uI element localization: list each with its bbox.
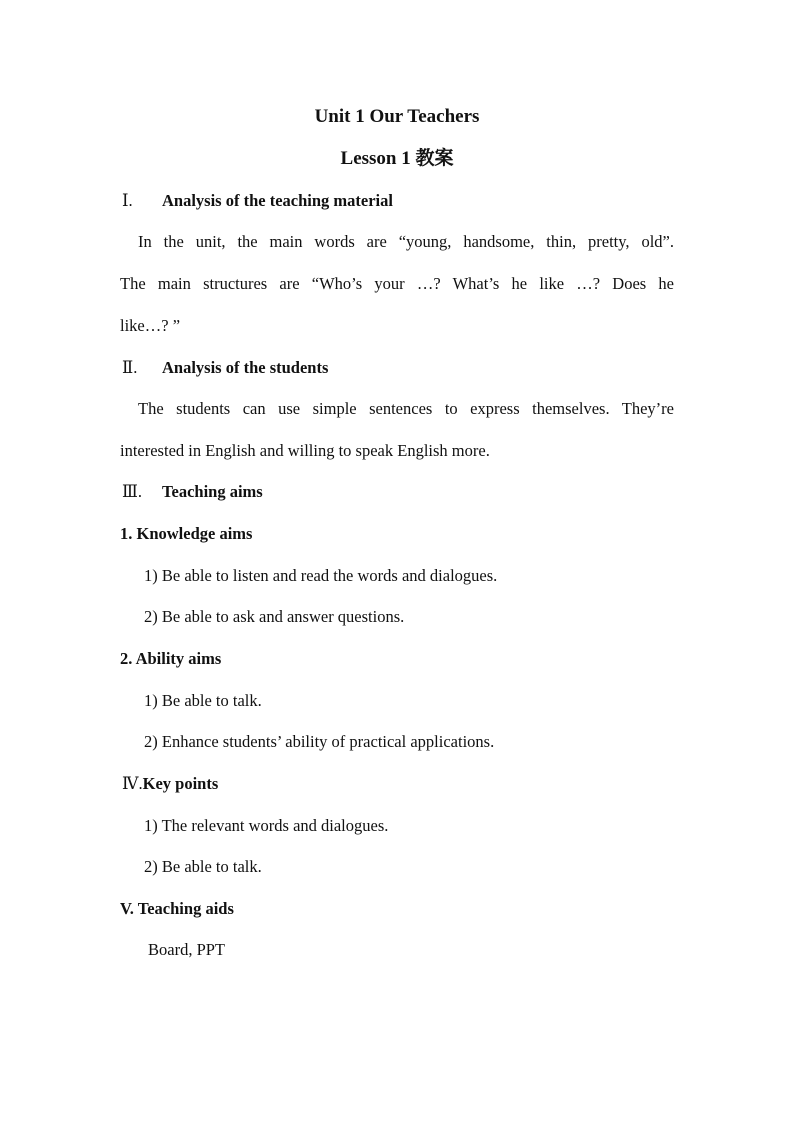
section-1-numeral: Ⅰ. — [122, 191, 133, 210]
section-2-heading — [122, 357, 328, 379]
section-3-numeral: Ⅲ. — [122, 482, 143, 501]
section-1-para-line: The main structures are “Who’s your …? What’s he like …? Does he — [120, 274, 674, 293]
teaching-aids-body: Board, PPT — [148, 940, 226, 959]
list-item: 2) Be able to ask and answer questions. — [144, 607, 405, 626]
list-item: 1) Be able to talk. — [144, 691, 262, 710]
document-title: Unit 1 Our Teachers — [314, 106, 480, 127]
section-2-para-line: interested in English and willing to speak English more. — [120, 441, 490, 460]
section-4-numeral: Ⅳ. — [122, 774, 143, 793]
section-3-title: Teaching aims — [162, 482, 263, 501]
section-1-heading — [122, 190, 393, 212]
list-item: 2) Be able to talk. — [144, 857, 262, 876]
section-1-para-line: In the unit, the main words are “young, handsome, thin, pretty, old”. — [138, 232, 674, 251]
list-item: 2) Enhance students’ ability of practical applications. — [144, 732, 495, 751]
section-2-numeral: Ⅱ. — [122, 358, 138, 377]
section-3-heading — [122, 481, 263, 503]
list-item: 1) Be able to listen and read the words and dialogues. — [144, 566, 498, 585]
subsection-knowledge-aims-heading: 1. Knowledge aims — [120, 524, 253, 543]
subsection-ability-aims-heading: 2. Ability aims — [120, 649, 222, 668]
section-4-title: Key points — [142, 774, 219, 793]
section-2-para-line: The students can use simple sentences to express themselves. They’re — [138, 399, 674, 418]
section-1-title: Analysis of the teaching material — [162, 191, 393, 210]
section-1-para-line: like…? ” — [120, 316, 181, 335]
section-5-heading: V. Teaching aids — [120, 899, 234, 918]
list-item: 1) The relevant words and dialogues. — [144, 816, 389, 835]
section-4-heading — [122, 773, 218, 795]
document-subtitle: Lesson 1 教案 — [340, 148, 454, 169]
section-2-title: Analysis of the students — [162, 358, 329, 377]
